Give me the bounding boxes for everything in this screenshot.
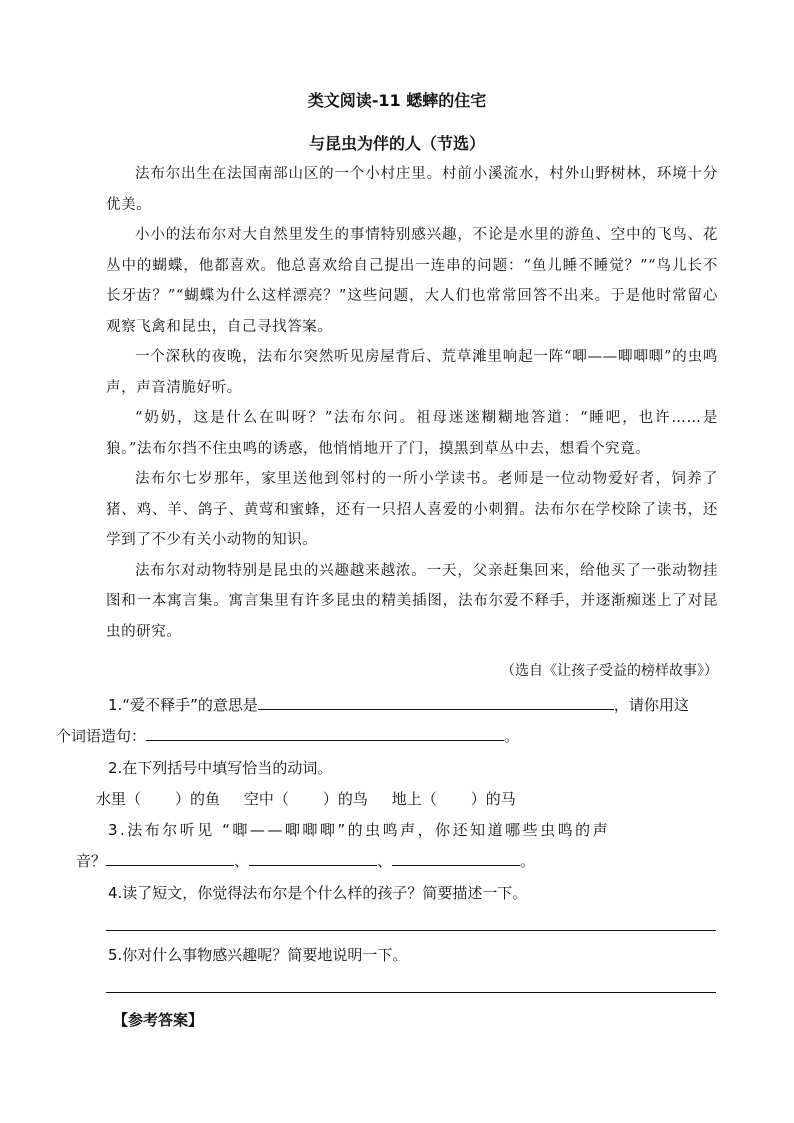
q1-sentence-prompt: 个词语造句： — [56, 727, 147, 745]
question-3 — [106, 815, 718, 846]
q2-item-label: ）的马 — [470, 790, 516, 808]
q3-blank-3[interactable] — [392, 849, 520, 866]
paragraph: “奶奶，这是什么在叫呀？”法布尔问。祖母迷迷糊糊地答道：“睡吧，也许……是狼。”法布尔挡不住虫鸣的诱惑，他悄悄地开了门，摸黑到草丛中去，想看个究竟。 — [106, 410, 718, 457]
page-title: 类文阅读-11 蟋蟀的住宅 — [307, 91, 487, 110]
q2-item-label: ）的鸟 — [322, 790, 368, 808]
article-title: 与昆虫为伴的人（节选） — [308, 134, 485, 153]
answers-header: 【参考答案】 — [113, 1011, 204, 1029]
paragraph: 法布尔对动物特别是昆虫的兴趣越来越浓。一天，父亲赶集回来，给他买了一张动物挂图和一本寓言集。寓言集里有许多昆虫的精美插图，法布尔爱不释手，并逐渐痴迷上了对昆虫的研究。 — [106, 562, 718, 640]
q1-sentence-blank[interactable] — [146, 724, 504, 741]
q3-prompt-cont: 音？ — [76, 852, 107, 870]
q4-prompt: 4.读了短文，你觉得法布尔是个什么样的孩子？简要描述一下。 — [108, 884, 528, 902]
q5-answer-line[interactable] — [106, 992, 716, 993]
q1-prompt-cont: ，请你用这 — [613, 696, 689, 714]
q5-prompt: 5.你对什么事物感兴趣呢？简要地说明一下。 — [108, 946, 408, 964]
period: 。 — [504, 727, 520, 745]
article-body — [106, 159, 718, 647]
source-citation: （选自《让孩子受益的榜样故事》） — [501, 663, 718, 679]
separator: 、 — [377, 852, 393, 870]
q2-prompt: 2.在下列括号中填写恰当的动词。 — [108, 759, 333, 777]
question-3-blanks — [76, 846, 688, 877]
q2-item-label: 地上（ — [391, 790, 437, 808]
q3-blank-2[interactable] — [249, 849, 377, 866]
separator: 、 — [234, 852, 250, 870]
q4-answer-line[interactable] — [106, 930, 716, 931]
q2-items — [96, 784, 718, 815]
paragraph: 法布尔七岁那年，家里送他到邻村的一所小学读书。老师是一位动物爱好者，饲养了猪、鸡、羊、鸽子、黄莺和蜜蜂，还有一只招人喜爱的小刺猬。法布尔在学校除了读书，还学到了不少有关小动物的知识。 — [106, 471, 718, 548]
paragraph: 法布尔出生在法国南部山区的一个小村庄里。村前小溪流水，村外山野树林，环境十分优美。 — [106, 166, 718, 213]
paragraph: 一个深秋的夜晚，法布尔突然听见房屋背后、荒草滩里响起一阵“唧——唧唧唧”的虫鸣声，声音清脆好听。 — [106, 349, 718, 396]
q3-prompt: 3.法布尔听见 “唧——唧唧唧”的虫鸣声，你还知道哪些虫鸣的声 — [108, 821, 611, 839]
q2-item-label: 水里（ — [96, 790, 142, 808]
question-2 — [96, 753, 718, 815]
question-1 — [56, 690, 718, 752]
paragraph: 小小的法布尔对大自然里发生的事情特别感兴趣，不论是水里的游鱼、空中的飞鸟、花丛中的蝴蝶，他都喜欢。他总喜欢给自己提出一连串的问题：“鱼儿睡不睡觉？”“鸟儿长不长牙齿？”“蝴蝶为什么这样漂亮？”这些问题，大人们也常常回答不出来。于是他时常留心观察飞禽和昆虫，自己寻找答案。 — [106, 227, 718, 335]
question-5 — [106, 940, 718, 971]
period: 。 — [520, 852, 536, 870]
q2-item-label: ）的鱼 — [175, 790, 221, 808]
q1-prompt: 1.“爱不释手”的意思是 — [108, 696, 258, 714]
q3-blank-1[interactable] — [106, 849, 234, 866]
question-4 — [106, 878, 718, 909]
q2-item-label: 空中（ — [243, 790, 289, 808]
q1-meaning-blank[interactable] — [258, 693, 614, 710]
